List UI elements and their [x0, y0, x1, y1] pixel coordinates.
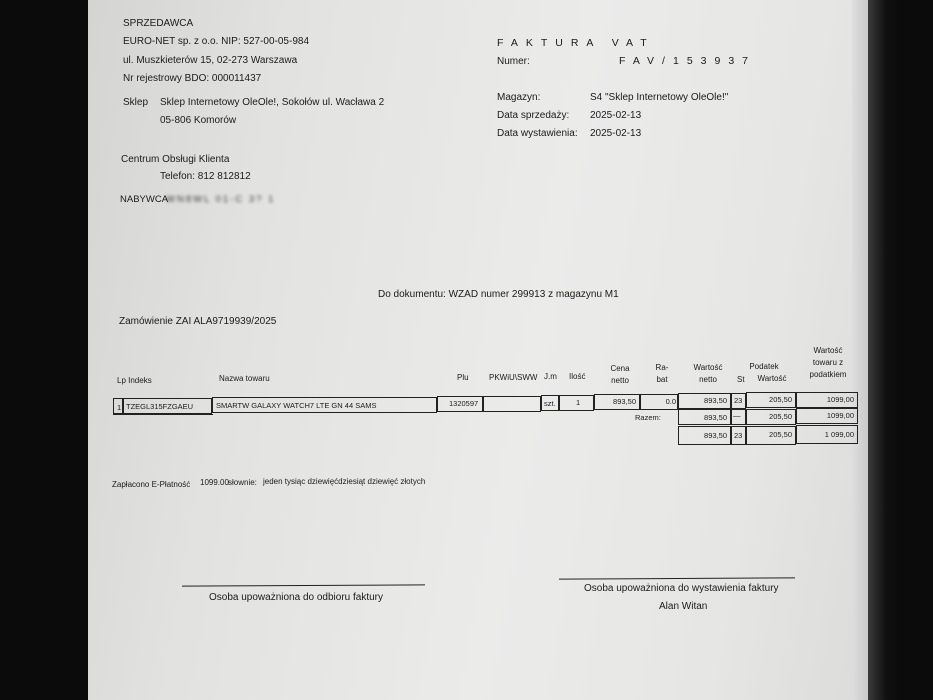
- header-gross-2: towaru z: [812, 358, 844, 367]
- row-jm: szt.: [544, 399, 556, 408]
- issue-date-label: Data wystawienia:: [497, 128, 578, 139]
- header-name: Nazwa towaru: [219, 374, 270, 383]
- paper-edge: [852, 0, 868, 700]
- header-plu: Plu: [457, 373, 469, 382]
- service-center: Centrum Obsługi Klienta: [121, 154, 230, 165]
- summary-net-value: 893,50: [704, 431, 727, 440]
- shop-line2: 05-806 Komorów: [160, 115, 237, 126]
- row-rate: 23: [734, 396, 743, 405]
- header-net-price-2: netto: [611, 376, 629, 385]
- seller-address: ul. Muszkieterów 15, 02-273 Warszawa: [123, 55, 298, 66]
- summary-tax: 205,50: [769, 430, 792, 439]
- header-gross-1: Wartość: [813, 346, 843, 355]
- header-discount-2: bat: [656, 375, 668, 384]
- issuer-signature-label: Osoba upoważniona do wystawienia faktury: [584, 583, 779, 594]
- header-tax-1: Podatek: [749, 362, 779, 371]
- header-qty: Ilość: [569, 372, 586, 381]
- row-gross: 1099,00: [826, 395, 854, 404]
- total-gross: 1099,00: [826, 411, 854, 420]
- summary-gross: 1 099,00: [824, 430, 854, 439]
- payment-words-label: słownie:: [228, 478, 257, 487]
- receiver-signature-label: Osoba upoważniona do odbioru faktury: [209, 592, 384, 603]
- header-jm: J.m: [544, 372, 557, 381]
- payment-amount: 1099.00: [200, 478, 229, 487]
- seller-bdo: Nr rejestrowy BDO: 000011437: [123, 73, 262, 84]
- row-underline: [113, 414, 213, 415]
- warehouse-label: Magazyn:: [497, 92, 541, 103]
- shop-line1: Sklep Internetowy OleOle!, Sokołów ul. Wacława 2: [160, 97, 385, 108]
- warehouse-value: S4 "Sklep Internetowy OleOle!": [590, 92, 729, 103]
- seller-name-nip: EURO-NET sp. z o.o. NIP: 527-00-05-984: [123, 36, 310, 47]
- seller-heading: SPRZEDAWCA: [123, 18, 194, 29]
- row-discount: 0.0: [665, 397, 676, 406]
- paper-shadow: [868, 0, 898, 700]
- order-number: Zamówienie ZAI ALA9719939/2025: [119, 316, 277, 327]
- header-net-value-1: Wartość: [693, 363, 723, 372]
- row-qty: 1: [576, 398, 581, 407]
- payment-words: jeden tysiąc dziewięćdziesiąt dziewięć złotych: [263, 477, 426, 486]
- header-lp-index: Lp Indeks: [117, 376, 152, 385]
- buyer-redacted: WN8WL 01-C 3? 1: [166, 194, 276, 205]
- sale-date-value: 2025-02-13: [590, 110, 642, 121]
- header-gross-3: podatkiem: [809, 370, 847, 379]
- header-net-value-2: netto: [699, 375, 717, 384]
- issuer-name: Alan Witan: [659, 601, 708, 612]
- total-label: Razem:: [635, 413, 661, 422]
- total-rate: —: [733, 411, 741, 420]
- shop-label: Sklep: [123, 97, 149, 108]
- row-plu: 1320597: [449, 399, 479, 408]
- total-net-value: 893,50: [704, 413, 727, 422]
- sale-date-label: Data sprzedaży:: [497, 110, 570, 121]
- invoice-number: FAV/153937: [619, 55, 757, 67]
- row-tax: 205,50: [769, 395, 792, 404]
- row-lp: 1: [117, 403, 122, 412]
- payment-label: Zapłacono E-Płatność: [112, 480, 191, 489]
- header-net-price-1: Cena: [610, 364, 630, 373]
- invoice-number-label: Numer:: [497, 56, 530, 67]
- buyer-label: NABYWCA: [120, 194, 169, 205]
- row-net-price: 893,50: [613, 397, 636, 406]
- header-tax-2: Wartość: [757, 374, 787, 383]
- row-index: TZEGL315FZGAEU: [126, 402, 194, 411]
- cell-pkwiu-box: [483, 396, 541, 412]
- total-tax: 205,50: [769, 412, 792, 421]
- invoice-title: FAKTURA VAT: [497, 37, 655, 49]
- row-name: SMARTW GALAXY WATCH7 LTE GN 44 SAMS: [216, 401, 377, 410]
- header-discount-1: Ra-: [655, 363, 669, 372]
- row-net-value: 893,50: [704, 396, 727, 405]
- summary-rate: 23: [734, 431, 743, 440]
- header-pkwiu: PKWiU\SWW: [489, 373, 538, 382]
- issue-date-value: 2025-02-13: [590, 128, 642, 139]
- service-phone: Telefon: 812 812812: [160, 171, 251, 182]
- document-reference: Do dokumentu: WZAD numer 299913 z magazynu M1: [378, 289, 619, 300]
- header-rate: St: [737, 375, 745, 384]
